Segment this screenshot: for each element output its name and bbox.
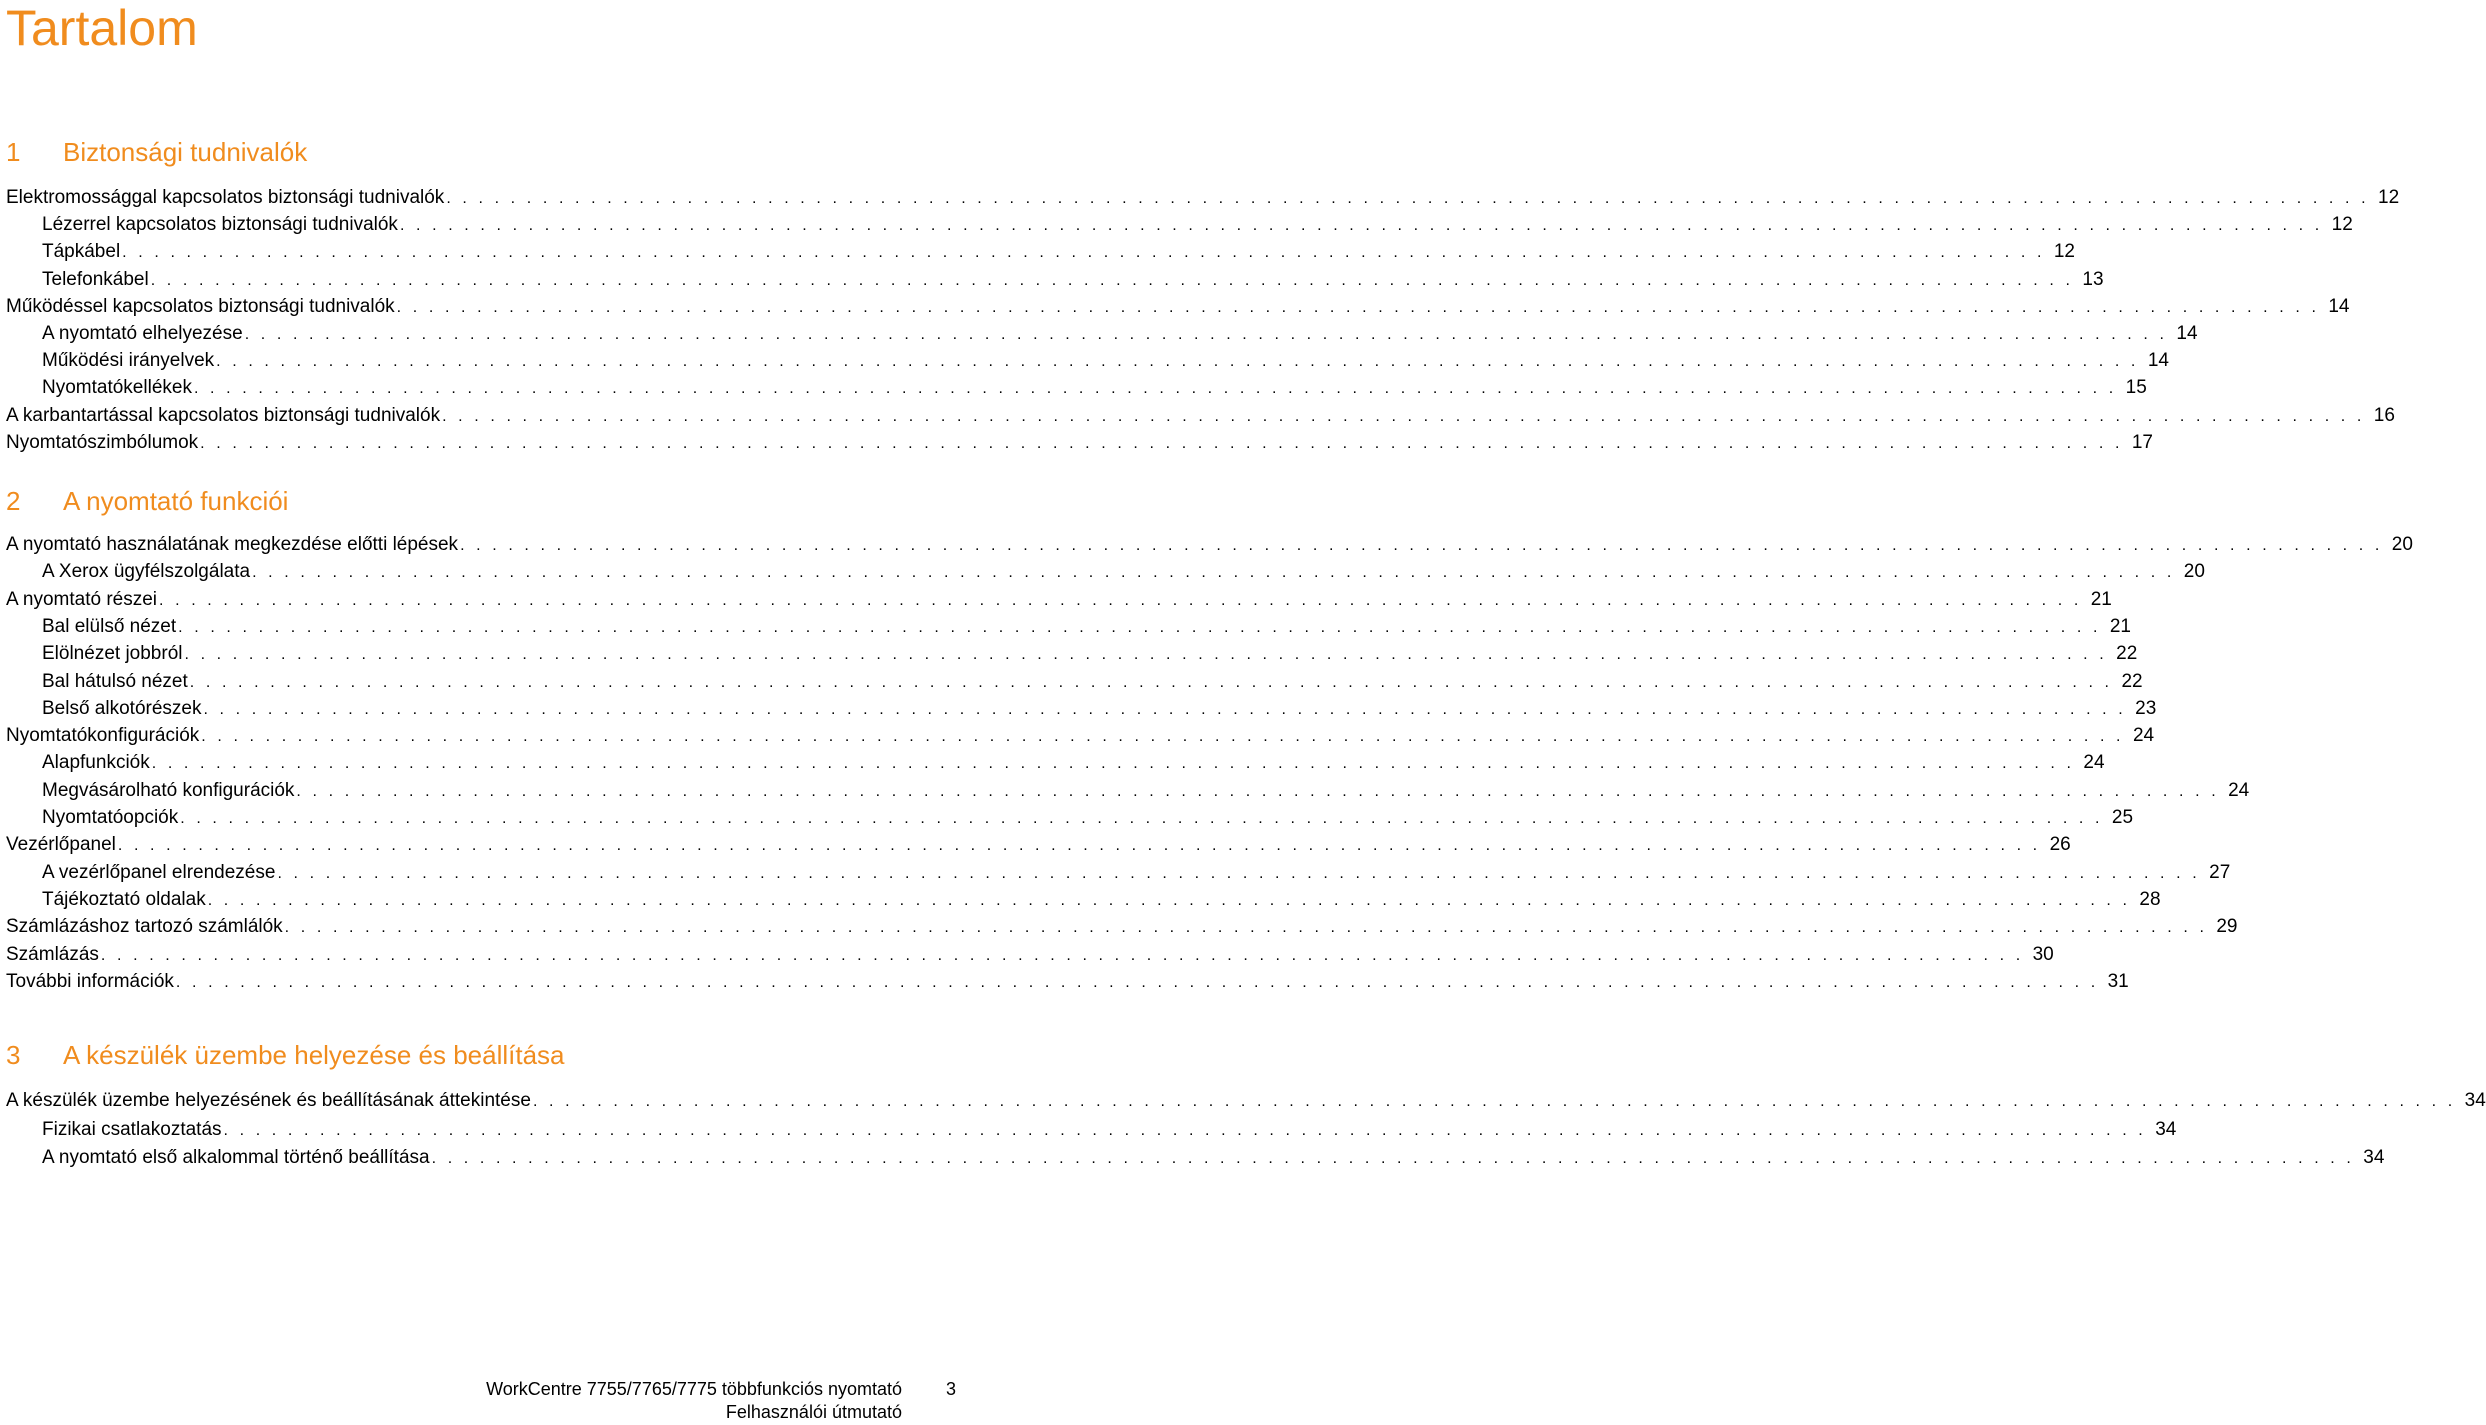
toc-entry[interactable]: [42, 212, 2353, 238]
dot-leader: . . . . . . . . . . . . . . . . . . . . . . . . . . . . . . . . . . . . . . . . . . . . . . . . . . . . . . . . . . . . . . . . . . . . . . . . . . . . . . . . . . . . . . . . . . . . . . . . . . . . . . . . . . . . . . . . . . . . . . . .: [201, 728, 2125, 746]
dot-leader: . . . . . . . . . . . . . . . . . . . . . . . . . . . . . . . . . . . . . . . . . . . . . . . . . . . . . . . . . . . . . . . . . . . . . . . . . . . . . . . . . . . . . . . . . . . . . . . . . . . . . . . . . . . . . . . . . . . . . . . .: [223, 1121, 2147, 1139]
toc-entry[interactable]: [6, 914, 2238, 940]
toc-entry-page: 13: [2082, 268, 2104, 290]
toc-entry-page: 24: [2083, 752, 2105, 774]
dot-leader: . . . . . . . . . . . . . . . . . . . . . . . . . . . . . . . . . . . . . . . . . . . . . . . . . . . . . . . . . . . . . . . . . . . . . . . . . . . . . . . . . . . . . . . . . . . . . . . . . . . . . . . . . . . . . . . . . . . . . . . .: [399, 217, 2323, 235]
dot-leader: . . . . . . . . . . . . . . . . . . . . . . . . . . . . . . . . . . . . . . . . . . . . . . . . . . . . . . . . . . . . . . . . . . . . . . . . . . . . . . . . . . . . . . . . . . . . . . . . . . . . . . . . . . . . . . . . . . . . . . . .: [442, 407, 2365, 425]
toc-entry[interactable]: [6, 969, 2129, 995]
dot-leader: . . . . . . . . . . . . . . . . . . . . . . . . . . . . . . . . . . . . . . . . . . . . . . . . . . . . . . . . . . . . . . . . . . . . . . . . . . . . . . . . . . . . . . . . . . . . . . . . . . . . . . . . . . . . . . . . . . . . . . . .: [252, 564, 2175, 582]
toc-entry-page: 34: [2464, 1090, 2486, 1111]
footer-page-number: 3: [945, 1379, 956, 1399]
toc-entry-label: Bal hátulsó nézet: [42, 670, 188, 692]
toc-entry-page: 27: [2209, 861, 2231, 883]
toc-entry-page: 28: [2139, 888, 2161, 910]
toc-entry-page: 20: [2183, 561, 2205, 583]
dot-leader: . . . . . . . . . . . . . . . . . . . . . . . . . . . . . . . . . . . . . . . . . . . . . . . . . . . . . . . . . . . . . . . . . . . . . . . . . . . . . . . . . . . . . . . . . . . . . . . . . . . . . . . . . . . . . . . . . . . . . . . .: [178, 618, 2101, 636]
toc-entry[interactable]: [6, 403, 2395, 429]
toc-entry-label: Fizikai csatlakoztatás: [42, 1118, 222, 1140]
toc-entry[interactable]: [42, 750, 2105, 776]
toc-entry[interactable]: [42, 614, 2131, 640]
section-title: A készülék üzembe helyezése és beállítása: [63, 1040, 565, 1070]
toc-entry-page: 12: [2331, 214, 2353, 236]
dot-leader: . . . . . . . . . . . . . . . . . . . . . . . . . . . . . . . . . . . . . . . . . . . . . . . . . . . . . . . . . . . . . . . . . . . . . . . . . . . . . . . . . . . . . . . . . . . . . . . . . . . . . . . . . . . . . . . . . . . . . . . .: [150, 271, 2074, 289]
toc-entry-label: Működéssel kapcsolatos biztonsági tudnivalók: [6, 295, 395, 317]
page-title: Tartalom: [6, 0, 198, 56]
toc-entry-page: 15: [2125, 377, 2147, 399]
toc-entry-page: 20: [2391, 534, 2413, 555]
toc-entry[interactable]: [6, 430, 2153, 456]
toc-entry[interactable]: [6, 942, 2054, 968]
toc-entry[interactable]: [6, 532, 2413, 558]
dot-leader: . . . . . . . . . . . . . . . . . . . . . . . . . . . . . . . . . . . . . . . . . . . . . . . . . . . . . . . . . . . . . . . . . . . . . . . . . . . . . . . . . . . . . . . . . . . . . . . . . . . . . . . . . . . . . . . . . . . . . . . .: [175, 973, 2099, 991]
toc-entry[interactable]: [42, 1117, 2177, 1143]
section-number: 2: [6, 486, 21, 516]
dot-leader: . . . . . . . . . . . . . . . . . . . . . . . . . . . . . . . . . . . . . . . . . . . . . . . . . . . . . . . . . . . . . . . . . . . . . . . . . . . . . . . . . . . . . . . . . . . . . . . . . . . . . . . . . . . . . . . . . . . . . . . .: [207, 891, 2131, 909]
toc-entry-label: A nyomtató első alkalommal történő beállítása: [42, 1147, 430, 1169]
section-heading: [6, 483, 954, 519]
toc-entry-page: 25: [2111, 807, 2134, 828]
dot-leader: . . . . . . . . . . . . . . . . . . . . . . . . . . . . . . . . . . . . . . . . . . . . . . . . . . . . . . . . . . . . . . . . . . . . . . . . . . . . . . . . . . . . . . . . . . . . . . . . . . . . . . . . . . . . . . . . . . . . . . . .: [180, 810, 2104, 827]
toc-entry-label: A nyomtató elhelyezése: [42, 323, 243, 344]
toc-entry[interactable]: [42, 860, 2231, 886]
toc-entry[interactable]: [42, 267, 2104, 293]
toc-entry-label: Megvásárolható konfigurációk: [42, 779, 295, 801]
toc-entry-page: 14: [2147, 350, 2169, 372]
toc-entry[interactable]: [42, 805, 2134, 831]
footer-product: WorkCentre 7755/7765/7775 többfunkciós nyomtató: [486, 1379, 902, 1399]
toc-entry-label: Nyomtatókellékek: [42, 377, 192, 399]
toc-entry[interactable]: [6, 587, 2112, 613]
toc-entry-label: Alapfunkciók: [42, 752, 150, 774]
toc-entry-label: Elektromossággal kapcsolatos biztonsági tudnivalók: [6, 187, 445, 208]
toc-entry-label: Telefonkábel: [42, 268, 149, 290]
toc-entry-label: A nyomtató használatának megkezdése előtti lépések: [6, 534, 459, 555]
dot-leader: . . . . . . . . . . . . . . . . . . . . . . . . . . . . . . . . . . . . . . . . . . . . . . . . . . . . . . . . . . . . . . . . . . . . . . . . . . . . . . . . . . . . . . . . . . . . . . . . . . . . . . . . . . . . . . . . . . . . . . . .: [117, 837, 2041, 855]
toc-entry-page: 12: [2378, 187, 2400, 208]
section-heading: [6, 1037, 954, 1073]
toc-entry-page: 22: [2121, 670, 2143, 692]
toc-entry[interactable]: [42, 375, 2147, 401]
toc-entry-label: Lézerrel kapcsolatos biztonsági tudnivalók: [42, 214, 398, 236]
toc-entry[interactable]: [42, 696, 2157, 722]
section-title: Biztonsági tudnivalók: [63, 137, 308, 167]
dot-leader: . . . . . . . . . . . . . . . . . . . . . . . . . . . . . . . . . . . . . . . . . . . . . . . . . . . . . . . . . . . . . . . . . . . . . . . . . . . . . . . . . . . . . . . . . . . . . . . . . . . . . . . . . . . . . . . . . . . . . . . .: [396, 298, 2320, 316]
dot-leader: . . . . . . . . . . . . . . . . . . . . . . . . . . . . . . . . . . . . . . . . . . . . . . . . . . . . . . . . . . . . . . . . . . . . . . . . . . . . . . . . . . . . . . . . . . . . . . . . . . . . . . . . . . . . . . . . . . . . . . . .: [431, 1150, 2355, 1168]
toc-entry-page: 22: [2116, 643, 2138, 665]
dot-leader: . . . . . . . . . . . . . . . . . . . . . . . . . . . . . . . . . . . . . . . . . . . . . . . . . . . . . . . . . . . . . . . . . . . . . . . . . . . . . . . . . . . . . . . . . . . . . . . . . . . . . . . . . . . . . . . . . . . . . . . .: [446, 190, 2370, 207]
toc-entry-label: Tápkábel: [42, 241, 121, 263]
toc-entry-page: 31: [2107, 970, 2129, 992]
toc-entry-label: Vezérlőpanel: [6, 834, 116, 856]
toc-entry[interactable]: [6, 294, 2350, 320]
toc-entry[interactable]: [42, 641, 2138, 667]
toc-entry[interactable]: [42, 887, 2161, 913]
toc-entry-page: 26: [2049, 834, 2071, 856]
toc-entry-label: Számlázáshoz tartozó számlálók: [6, 916, 283, 938]
toc-entry-page: 12: [2053, 241, 2075, 263]
toc-entry-label: Belső alkotórészek: [42, 697, 202, 719]
toc-entry-label: Nyomtatóopciók: [42, 807, 179, 828]
dot-leader: . . . . . . . . . . . . . . . . . . . . . . . . . . . . . . . . . . . . . . . . . . . . . . . . . . . . . . . . . . . . . . . . . . . . . . . . . . . . . . . . . . . . . . . . . . . . . . . . . . . . . . . . . . . . . . . . . . . . . . . .: [184, 646, 2108, 664]
toc-entry[interactable]: [6, 1088, 2486, 1114]
dot-leader: . . . . . . . . . . . . . . . . . . . . . . . . . . . . . . . . . . . . . . . . . . . . . . . . . . . . . . . . . . . . . . . . . . . . . . . . . . . . . . . . . . . . . . . . . . . . . . . . . . . . . . . . . . . . . . . . . . . . . . . .: [193, 380, 2117, 398]
toc-entry-page: 24: [2132, 725, 2155, 747]
footer-guide: Felhasználói útmutató: [725, 1402, 902, 1422]
toc-entry-page: 34: [2155, 1118, 2177, 1140]
toc-entry[interactable]: [6, 832, 2071, 858]
toc-entry-label: Bal elülső nézet: [42, 615, 177, 637]
dot-leader: . . . . . . . . . . . . . . . . . . . . . . . . . . . . . . . . . . . . . . . . . . . . . . . . . . . . . . . . . . . . . . . . . . . . . . . . . . . . . . . . . . . . . . . . . . . . . . . . . . . . . . . . . . . . . . . . . . . . . . . .: [189, 673, 2113, 691]
toc-entry-label: A karbantartással kapcsolatos biztonsági tudnivalók: [6, 404, 441, 426]
toc-entry-page: 24: [2228, 779, 2250, 801]
toc-entry-page: 17: [2131, 431, 2153, 453]
dot-leader: . . . . . . . . . . . . . . . . . . . . . . . . . . . . . . . . . . . . . . . . . . . . . . . . . . . . . . . . . . . . . . . . . . . . . . . . . . . . . . . . . . . . . . . . . . . . . . . . . . . . . . . . . . . . . . . . . . . . . . . .: [151, 755, 2075, 773]
toc-entry[interactable]: [42, 321, 2198, 347]
dot-leader: . . . . . . . . . . . . . . . . . . . . . . . . . . . . . . . . . . . . . . . . . . . . . . . . . . . . . . . . . . . . . . . . . . . . . . . . . . . . . . . . . . . . . . . . . . . . . . . . . . . . . . . . . . . . . . . . . . . . . . . .: [284, 919, 2208, 937]
section-number: 1: [6, 137, 21, 167]
toc-entry-page: 23: [2135, 697, 2157, 719]
dot-leader: . . . . . . . . . . . . . . . . . . . . . . . . . . . . . . . . . . . . . . . . . . . . . . . . . . . . . . . . . . . . . . . . . . . . . . . . . . . . . . . . . . . . . . . . . . . . . . . . . . . . . . . . . . . . . . . . . . . . . . . .: [216, 353, 2139, 371]
section-heading: [6, 134, 954, 170]
toc-entry-page: 21: [2109, 615, 2131, 637]
toc-entry-page: 21: [2090, 588, 2112, 610]
toc-entry[interactable]: [42, 348, 2169, 374]
toc-entry[interactable]: [42, 559, 2205, 585]
toc-entry[interactable]: [6, 185, 2400, 211]
toc-entry-page: 16: [2373, 404, 2395, 426]
toc-entry[interactable]: [42, 1145, 2385, 1171]
toc-entry-page: 14: [2176, 323, 2198, 344]
dot-leader: . . . . . . . . . . . . . . . . . . . . . . . . . . . . . . . . . . . . . . . . . . . . . . . . . . . . . . . . . . . . . . . . . . . . . . . . . . . . . . . . . . . . . . . . . . . . . . . . . . . . . . . . . . . . . . . . . . . . . . . .: [122, 244, 2045, 262]
toc-entry-label: Nyomtatószimbólumok: [6, 431, 199, 453]
toc-entry-label: További információk: [6, 970, 174, 992]
toc-entry-label: Nyomtatókonfigurációk: [6, 725, 200, 747]
toc-entry-page: 34: [2363, 1147, 2385, 1169]
toc-entry-label: A készülék üzembe helyezésének és beállításának áttekintése: [6, 1090, 531, 1111]
section-title: A nyomtató funkciói: [63, 486, 289, 516]
dot-leader: . . . . . . . . . . . . . . . . . . . . . . . . . . . . . . . . . . . . . . . . . . . . . . . . . . . . . . . . . . . . . . . . . . . . . . . . . . . . . . . . . . . . . . . . . . . . . . . . . . . . . . . . . . . . . . . . . . . . . . . .: [159, 591, 2082, 609]
toc-entry-label: A Xerox ügyfélszolgálata: [42, 561, 251, 583]
toc-entry-label: A vezérlőpanel elrendezése: [42, 861, 276, 883]
dot-leader: . . . . . . . . . . . . . . . . . . . . . . . . . . . . . . . . . . . . . . . . . . . . . . . . . . . . . . . . . . . . . . . . . . . . . . . . . . . . . . . . . . . . . . . . . . . . . . . . . . . . . . . . . . . . . . . . . . . . . . . .: [203, 700, 2127, 718]
toc-entry[interactable]: [42, 669, 2143, 695]
toc-entry-label: Tájékoztató oldalak: [42, 888, 206, 910]
dot-leader: . . . . . . . . . . . . . . . . . . . . . . . . . . . . . . . . . . . . . . . . . . . . . . . . . . . . . . . . . . . . . . . . . . . . . . . . . . . . . . . . . . . . . . . . . . . . . . . . . . . . . . . . . . . . . . . . . . . . . . . .: [277, 864, 2201, 882]
toc-entry-page: 14: [2328, 295, 2350, 317]
toc-entry[interactable]: [42, 239, 2075, 265]
toc-entry-label: Számlázás: [6, 943, 99, 965]
dot-leader: . . . . . . . . . . . . . . . . . . . . . . . . . . . . . . . . . . . . . . . . . . . . . . . . . . . . . . . . . . . . . . . . . . . . . . . . . . . . . . . . . . . . . . . . . . . . . . . . . . . . . . . . . . . . . . . . . . . . . . . .: [100, 946, 2024, 964]
dot-leader: . . . . . . . . . . . . . . . . . . . . . . . . . . . . . . . . . . . . . . . . . . . . . . . . . . . . . . . . . . . . . . . . . . . . . . . . . . . . . . . . . . . . . . . . . . . . . . . . . . . . . . . . . . . . . . . . . . . . . . . .: [532, 1093, 2456, 1110]
toc-entry[interactable]: [6, 723, 2155, 749]
section-number: 3: [6, 1040, 21, 1070]
dot-leader: . . . . . . . . . . . . . . . . . . . . . . . . . . . . . . . . . . . . . . . . . . . . . . . . . . . . . . . . . . . . . . . . . . . . . . . . . . . . . . . . . . . . . . . . . . . . . . . . . . . . . . . . . . . . . . . . . . . . . . . .: [244, 326, 2168, 343]
dot-leader: . . . . . . . . . . . . . . . . . . . . . . . . . . . . . . . . . . . . . . . . . . . . . . . . . . . . . . . . . . . . . . . . . . . . . . . . . . . . . . . . . . . . . . . . . . . . . . . . . . . . . . . . . . . . . . . . . . . . . . . .: [460, 537, 2383, 554]
dot-leader: . . . . . . . . . . . . . . . . . . . . . . . . . . . . . . . . . . . . . . . . . . . . . . . . . . . . . . . . . . . . . . . . . . . . . . . . . . . . . . . . . . . . . . . . . . . . . . . . . . . . . . . . . . . . . . . . . . . . . . . .: [296, 782, 2220, 800]
toc-entry-label: Működési irányelvek: [42, 350, 215, 372]
toc-entry-page: 29: [2216, 916, 2238, 938]
toc-entry-label: A nyomtató részei: [6, 588, 158, 610]
dot-leader: . . . . . . . . . . . . . . . . . . . . . . . . . . . . . . . . . . . . . . . . . . . . . . . . . . . . . . . . . . . . . . . . . . . . . . . . . . . . . . . . . . . . . . . . . . . . . . . . . . . . . . . . . . . . . . . . . . . . . . . .: [200, 434, 2123, 452]
toc-entry[interactable]: [42, 778, 2250, 804]
toc-entry-page: 30: [2032, 943, 2054, 965]
toc-entry-label: Elölnézet jobbról: [42, 643, 183, 665]
